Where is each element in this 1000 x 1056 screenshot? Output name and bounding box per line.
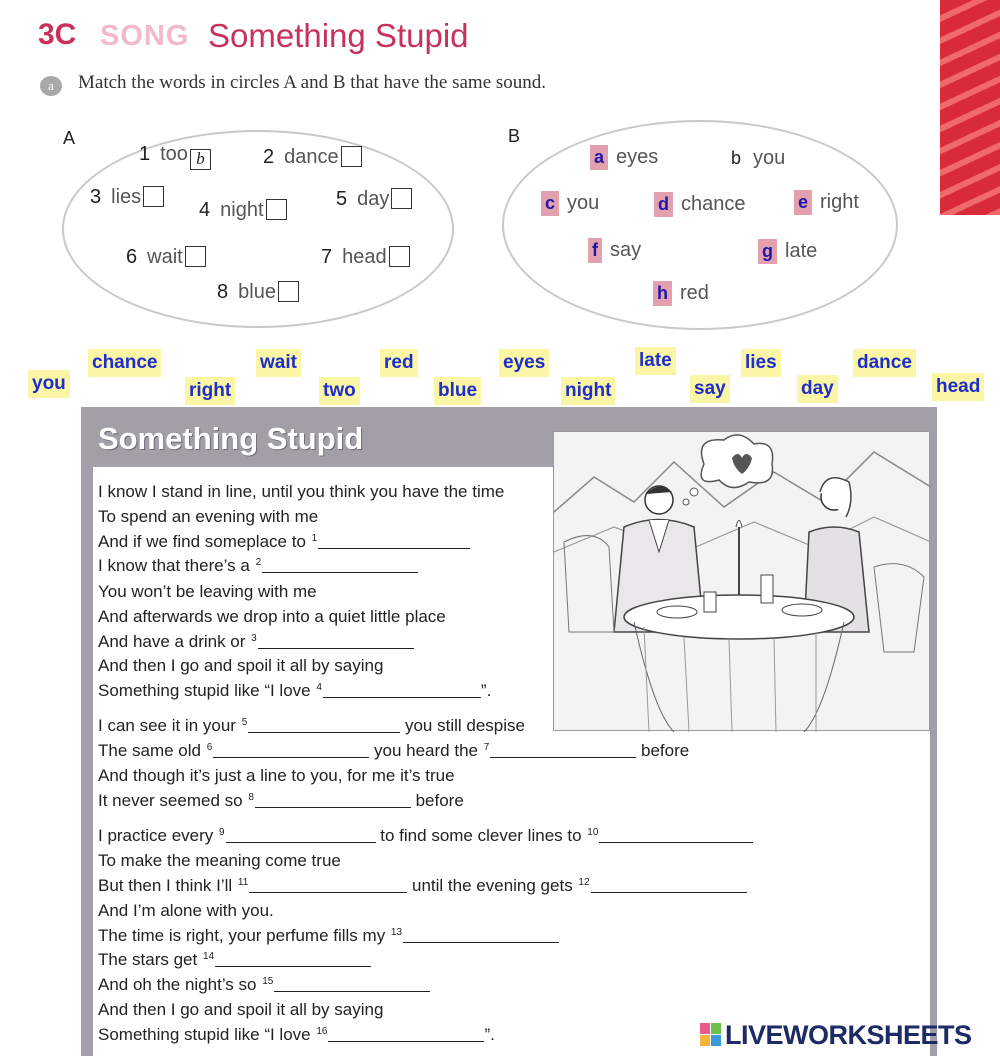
item-word: you — [753, 147, 786, 169]
gap-number: 14 — [202, 951, 215, 962]
lyric-line: And then I go and spoil it all by saying — [98, 656, 384, 675]
circle-a-item — [199, 199, 287, 222]
gap-blank[interactable] — [249, 879, 407, 893]
gap-number: 3 — [251, 633, 257, 644]
gap-blank[interactable] — [323, 684, 481, 698]
answer-box[interactable] — [389, 246, 410, 267]
gap-blank[interactable] — [318, 535, 470, 549]
lyric-line: Something stupid like “I love $^{16}$ ”. — [98, 1025, 495, 1044]
word-tile[interactable]: dance — [853, 349, 916, 377]
panel-border — [81, 467, 93, 1056]
word-tile[interactable]: wait — [256, 349, 301, 377]
panel-border — [930, 467, 937, 1056]
word-tile[interactable]: chance — [88, 349, 161, 377]
task-badge: a — [40, 76, 62, 96]
gap-number: 10 — [587, 827, 599, 838]
gap-blank[interactable] — [490, 744, 636, 758]
circle-b-item — [653, 281, 709, 306]
item-number: 1 — [139, 143, 151, 165]
item-letter: f — [588, 238, 602, 263]
word-tile[interactable]: day — [797, 375, 838, 403]
gap-blank[interactable] — [274, 978, 430, 992]
gap-blank[interactable] — [599, 829, 753, 843]
lyric-line: You won’t be leaving with me — [98, 582, 317, 601]
circle-b-item — [727, 146, 785, 171]
word-tile[interactable]: blue — [434, 377, 481, 405]
item-letter: a — [590, 145, 608, 170]
item-letter: h — [653, 281, 672, 306]
circle-b-item — [590, 145, 658, 170]
circle-a-item — [90, 186, 164, 209]
item-word: night — [220, 199, 264, 221]
word-tile[interactable]: you — [28, 370, 70, 398]
lyric-line: It never seemed so $^8$ before — [98, 791, 464, 810]
circle-b-item — [588, 238, 641, 263]
unit-number: 3C — [38, 18, 77, 51]
lyric-line: The same old $^6$ you heard the $^7$ before — [98, 741, 690, 760]
lyric-line: And have a drink or $^3$ — [98, 632, 414, 652]
item-word: dance — [284, 146, 339, 168]
item-letter: d — [654, 192, 673, 217]
lyric-line: But then I think I’ll $^{11}$ until the evening gets $^{12}$ — [98, 876, 747, 896]
lyric-line: I practice every $^9$ to find some clever lines to $^{10}$ — [98, 826, 753, 846]
item-number: 6 — [126, 246, 138, 268]
lyric-line: To spend an evening with me — [98, 507, 319, 526]
gap-number: 4 — [316, 682, 322, 693]
gap-number: 16 — [316, 1026, 328, 1037]
lyric-line: To make the meaning come true — [98, 851, 341, 870]
lyric-line: And if we find someplace to $^1$ — [98, 532, 470, 552]
circle-b-item — [654, 192, 746, 217]
word-tile[interactable]: right — [185, 377, 235, 405]
lyric-line: And I’m alone with you. — [98, 901, 274, 920]
item-word: head — [342, 246, 387, 268]
answer-box[interactable] — [391, 188, 412, 209]
item-word: eyes — [616, 146, 659, 168]
answer-box[interactable] — [341, 146, 362, 167]
gap-blank[interactable] — [215, 953, 371, 967]
gap-blank[interactable] — [403, 929, 559, 943]
word-tile[interactable]: eyes — [499, 349, 549, 377]
gap-number: 8 — [248, 792, 254, 803]
item-word: lies — [111, 186, 142, 208]
gap-number: 2 — [255, 557, 262, 568]
gap-blank[interactable] — [213, 744, 369, 758]
item-letter: c — [541, 191, 559, 216]
section-label: SONG — [100, 20, 190, 52]
gap-number: 12 — [578, 877, 590, 888]
lyric-line: The time is right, your perfume fills my $^{13}$ — [98, 926, 559, 946]
liveworksheets-logo-icon — [700, 1023, 722, 1047]
item-number: 2 — [263, 146, 275, 168]
item-number: 3 — [90, 186, 102, 208]
answer-box[interactable] — [143, 186, 164, 207]
item-word: day — [357, 188, 390, 210]
circle-a-item — [321, 246, 410, 269]
item-word: blue — [238, 281, 276, 303]
word-tile[interactable]: say — [690, 375, 730, 403]
lyric-line: And oh the night’s so $^{15}$ — [98, 975, 430, 995]
word-tile[interactable]: red — [380, 349, 418, 377]
gap-number: 7 — [483, 742, 490, 753]
item-word: red — [680, 282, 709, 304]
gap-number: 15 — [262, 976, 274, 987]
decorative-stripes — [940, 0, 1000, 215]
answer-box[interactable] — [278, 281, 299, 302]
gap-number: 9 — [219, 827, 225, 838]
gap-blank[interactable] — [226, 829, 376, 843]
lyric-line: I know I stand in line, until you think you have the time — [98, 482, 505, 501]
task-instruction: Match the words in circles A and B that have the same sound. — [78, 72, 547, 93]
item-word: right — [820, 191, 859, 213]
couple-dinner-drawing — [554, 432, 931, 732]
lyric-line: The stars get $^{14}$ — [98, 950, 371, 970]
gap-blank[interactable] — [262, 559, 418, 573]
item-number: 8 — [217, 281, 229, 303]
item-word: say — [610, 239, 642, 261]
item-number: 7 — [321, 246, 333, 268]
gap-number: 13 — [390, 927, 403, 938]
song-title: Something Stupid — [98, 421, 364, 456]
item-number: 4 — [199, 199, 211, 221]
gap-number: 1 — [311, 533, 318, 544]
lyric-line: And afterwards we drop into a quiet little place — [98, 607, 446, 626]
item-letter: b — [731, 148, 742, 168]
word-tile[interactable]: late — [635, 347, 676, 375]
word-tile[interactable]: night — [561, 377, 615, 405]
circle-b-item — [794, 190, 859, 215]
couple-dinner-illustration — [553, 431, 930, 731]
circle-a-item — [126, 246, 206, 269]
item-letter: e — [794, 190, 812, 215]
answer-box[interactable] — [185, 246, 206, 267]
gap-blank[interactable] — [328, 1028, 484, 1042]
gap-number: 5 — [241, 717, 248, 728]
circle-b-item — [541, 191, 599, 216]
circle-a-item — [336, 188, 412, 211]
gap-blank[interactable] — [591, 879, 747, 893]
lyric-line: And though it’s just a line to you, for me it’s true — [98, 766, 455, 785]
liveworksheets-watermark: LIVEWORKSHEETS — [700, 1020, 972, 1051]
gap-blank[interactable] — [248, 719, 400, 733]
lyric-line: I know that there’s a $^2$ — [98, 556, 418, 576]
gap-blank[interactable] — [255, 794, 411, 808]
circle-a-item — [139, 143, 211, 170]
page-title: Something Stupid — [208, 17, 469, 54]
word-tile[interactable]: two — [319, 377, 360, 405]
item-word: late — [785, 240, 818, 262]
answer-box[interactable]: b — [190, 149, 211, 170]
gap-number: 6 — [206, 742, 213, 753]
gap-number: 11 — [237, 877, 249, 888]
circle-a-item — [263, 146, 362, 169]
circle-a-label: A — [63, 128, 76, 148]
item-word: chance — [681, 193, 746, 215]
item-letter: g — [758, 239, 777, 264]
circle-a-item — [217, 281, 299, 304]
item-word: you — [567, 192, 600, 214]
word-tile[interactable]: lies — [741, 349, 781, 377]
gap-blank[interactable] — [258, 635, 414, 649]
lyric-line: I can see it in your $^5$ you still despise — [98, 716, 525, 735]
item-word: too — [160, 143, 188, 165]
circle-b-label: B — [508, 126, 521, 146]
answer-box[interactable] — [266, 199, 287, 220]
circle-b-item — [758, 239, 817, 264]
item-word: wait — [147, 246, 183, 268]
lyric-line: And then I go and spoil it all by saying — [98, 1000, 384, 1019]
word-tile[interactable]: head — [932, 373, 984, 401]
item-number: 5 — [336, 188, 348, 210]
lyric-line: Something stupid like “I love $^4$ ”. — [98, 681, 492, 700]
